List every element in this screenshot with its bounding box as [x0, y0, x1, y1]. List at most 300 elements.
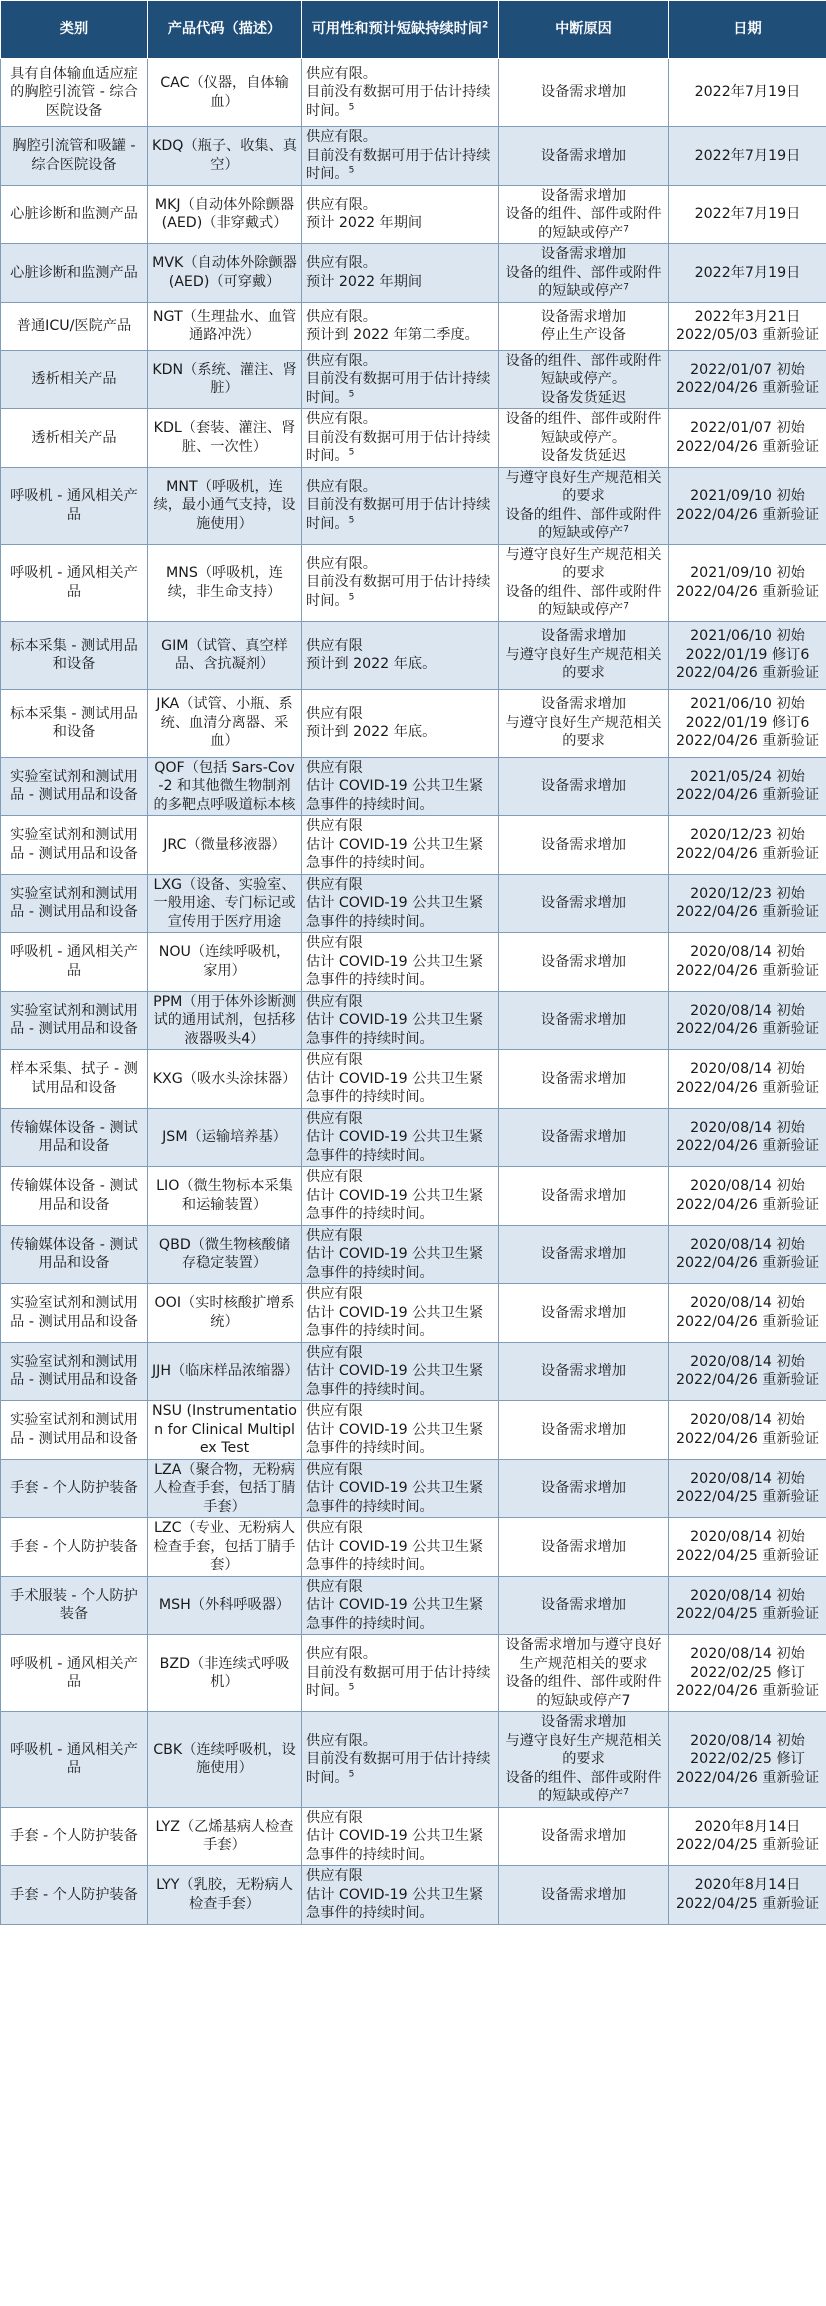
availability-cell	[302, 244, 499, 303]
date-cell-text: 2021/05/24 初始 2022/04/26 重新验证	[675, 768, 820, 804]
product-code-cell	[148, 1108, 302, 1167]
table-row	[1, 621, 826, 689]
date-cell-text: 2020/08/14 初始 2022/04/26 重新验证	[675, 944, 820, 979]
product-code-cell-text: LZA（聚合物，无粉病人检查手套，包括丁腈手套）	[153, 1461, 296, 1515]
header-availability-label: 可用性和预计短缺持续时间	[311, 21, 482, 38]
category-cell	[1, 689, 148, 757]
product-code-cell	[148, 933, 302, 992]
table-row	[1, 1342, 826, 1401]
category-cell	[1, 1225, 148, 1284]
table-row	[1, 991, 826, 1050]
availability-cell-text: 供应有限。 目前没有数据可用于估计持续时间。	[306, 1646, 491, 1700]
header-availability	[302, 1, 499, 59]
table-row	[1, 1576, 826, 1635]
category-cell-text: 传输媒体设备 - 测试用品和设备	[10, 1178, 138, 1213]
reason-cell-text: 设备需求增加	[540, 953, 627, 970]
product-code-cell-text: LIO（微生物标本采集和运输装置）	[156, 1178, 293, 1213]
table-row	[1, 933, 826, 992]
reason-cell-footnote: 7	[623, 601, 629, 612]
product-code-cell-text: KXG（吸水头涂抹器）	[152, 1070, 297, 1087]
category-cell-text: 呼吸机 - 通风相关产品	[10, 1655, 138, 1690]
reason-cell	[499, 127, 669, 186]
product-code-cell-text: QOF（包括 Sars-Cov-2 和其他微生物制剂的多靶点呼吸道标本核	[153, 759, 296, 813]
category-cell-text: 透析相关产品	[31, 371, 117, 387]
reason-cell-text: 设备需求增加 与遵守良好生产规范相关的要求 设备的组件、部件或附件的短缺或停产	[505, 1714, 662, 1804]
product-code-cell	[148, 874, 302, 933]
availability-cell-text: 供应有限 估计 COVID-19 公共卫生紧急事件的持续时间。	[306, 993, 484, 1047]
date-cell	[669, 1518, 826, 1577]
category-cell	[1, 244, 148, 303]
product-code-cell-text: GIM（试管、真空样品、含抗凝剂）	[161, 637, 288, 672]
availability-cell	[302, 874, 499, 933]
availability-cell-text: 供应有限。 预计到 2022 年第二季度。	[306, 308, 479, 343]
product-code-cell-text: JRC（微量移液器）	[163, 836, 286, 853]
date-cell	[669, 991, 826, 1050]
category-cell-text: 实验室试剂和测试用品 - 测试用品和设备	[10, 768, 138, 804]
category-cell-text: 手套 - 个人防护装备	[10, 1886, 138, 1903]
product-code-cell	[148, 409, 302, 468]
date-cell	[669, 1712, 826, 1808]
product-code-cell	[148, 1401, 302, 1460]
category-cell-text: 呼吸机 - 通风相关产品	[10, 565, 138, 600]
availability-cell	[302, 1108, 499, 1167]
table-row	[1, 1167, 826, 1226]
product-code-cell-text: CBK（连续呼吸机，设施使用）	[153, 1741, 296, 1777]
availability-cell-text: 供应有限 估计 COVID-19 公共卫生紧急事件的持续时间。	[306, 1169, 484, 1222]
reason-cell-text: 设备需求增加	[540, 1129, 627, 1145]
reason-cell	[499, 59, 669, 127]
date-cell-text: 2022年7月19日	[694, 264, 801, 281]
header-date: 日期	[669, 1, 826, 59]
reason-cell	[499, 1866, 669, 1925]
category-cell	[1, 1401, 148, 1460]
category-cell	[1, 933, 148, 992]
availability-cell-text: 供应有限 估计 COVID-19 公共卫生紧急事件的持续时间。	[306, 1520, 484, 1573]
date-cell-text: 2020/12/23 初始 2022/04/26 重新验证	[675, 885, 820, 921]
availability-cell	[302, 1342, 499, 1401]
date-cell-text: 2020年8月14日 2022/04/25 重新验证	[675, 1818, 820, 1854]
date-cell	[669, 933, 826, 992]
reason-cell-text: 设备需求增加	[540, 895, 627, 911]
category-cell	[1, 544, 148, 621]
table-row	[1, 1635, 826, 1712]
reason-cell-text: 设备需求增加	[540, 147, 627, 164]
reason-cell	[499, 1518, 669, 1577]
reason-cell-text: 设备需求增加 与遵守良好生产规范相关的要求	[505, 696, 662, 750]
product-code-cell	[148, 1576, 302, 1635]
date-cell-text: 2020/08/14 初始 2022/02/25 修订 2022/04/26 重新验证	[675, 1646, 820, 1700]
reason-cell-footnote: 7	[623, 1787, 629, 1798]
availability-cell	[302, 757, 499, 816]
date-cell	[669, 816, 826, 875]
category-cell-text: 呼吸机 - 通风相关产品	[10, 944, 138, 979]
date-cell	[669, 874, 826, 933]
availability-cell-text: 供应有限 估计 COVID-19 公共卫生紧急事件的持续时间。	[306, 759, 484, 813]
category-cell-text: 心脏诊断和监测产品	[10, 264, 138, 281]
availability-cell	[302, 1167, 499, 1226]
product-code-cell	[148, 621, 302, 689]
date-cell-text: 2020/08/14 初始 2022/04/26 重新验证	[675, 1412, 820, 1447]
reason-cell	[499, 1050, 669, 1109]
reason-cell-text: 设备需求增加	[540, 1070, 627, 1087]
table-row	[1, 1459, 826, 1518]
reason-cell	[499, 757, 669, 816]
category-cell	[1, 816, 148, 875]
reason-cell	[499, 816, 669, 875]
date-cell	[669, 244, 826, 303]
date-cell-text: 2020/08/14 初始 2022/04/26 重新验证	[675, 1295, 820, 1330]
reason-cell-footnote: 7	[623, 282, 629, 293]
date-cell-text: 2022/01/07 初始 2022/04/26 重新验证	[675, 361, 820, 397]
reason-cell-text: 设备需求增加	[540, 1597, 627, 1613]
availability-cell	[302, 1807, 499, 1866]
reason-cell-text: 设备需求增加	[540, 778, 627, 794]
date-cell-text: 2020/12/23 初始 2022/04/26 重新验证	[675, 827, 820, 862]
date-cell	[669, 59, 826, 127]
product-code-cell	[148, 1518, 302, 1577]
reason-cell-text: 设备需求增加	[540, 1886, 627, 1903]
header-category: 类别	[1, 1, 148, 59]
category-cell	[1, 874, 148, 933]
availability-cell-text: 供应有限 估计 COVID-19 公共卫生紧急事件的持续时间。	[306, 1344, 484, 1398]
product-code-cell-text: BZD（非连续式呼吸机）	[159, 1655, 290, 1690]
table-row	[1, 1284, 826, 1343]
date-cell	[669, 185, 826, 244]
reason-cell-text: 设备需求增加 与遵守良好生产规范相关的要求	[505, 628, 662, 682]
product-code-cell	[148, 1807, 302, 1866]
product-code-cell-text: LXG（设备、实验室、一般用途、专门标记或宣传用于医疗用途	[153, 876, 296, 930]
reason-cell	[499, 933, 669, 992]
category-cell	[1, 1807, 148, 1866]
reason-cell	[499, 302, 669, 350]
reason-cell	[499, 1459, 669, 1518]
date-cell	[669, 1576, 826, 1635]
availability-cell	[302, 544, 499, 621]
category-cell	[1, 185, 148, 244]
header-availability-footnote: 2	[482, 20, 489, 31]
product-code-cell-text: JSM（运输培养基）	[162, 1129, 287, 1145]
table-header	[1, 1, 826, 59]
product-code-cell-text: LYZ（乙烯基病人检查手套）	[155, 1818, 294, 1854]
product-code-cell	[148, 1050, 302, 1109]
product-code-cell-text: QBD（微生物核酸储存稳定装置）	[158, 1236, 291, 1272]
date-cell-text: 2021/09/10 初始 2022/04/26 重新验证	[675, 565, 820, 600]
availability-cell	[302, 1050, 499, 1109]
reason-cell	[499, 1167, 669, 1226]
category-cell	[1, 409, 148, 468]
product-code-cell	[148, 302, 302, 350]
product-code-cell-text: MNT（呼吸机，连续，最小通气支持，设施使用）	[153, 478, 296, 532]
availability-cell	[302, 1401, 499, 1460]
reason-cell	[499, 409, 669, 468]
date-cell-text: 2020年8月14日 2022/04/25 重新验证	[675, 1877, 820, 1912]
reason-cell-footnote: 7	[623, 223, 629, 234]
date-cell-text: 2020/08/14 初始 2022/04/26 重新验证	[675, 1178, 820, 1213]
date-cell	[669, 1401, 826, 1460]
category-cell	[1, 302, 148, 350]
product-code-cell-text: MNS（呼吸机，连续，非生命支持）	[166, 565, 283, 600]
product-code-cell-text: MVK（自动体外除颤器 (AED)（可穿戴）	[152, 255, 297, 290]
category-cell-text: 实验室试剂和测试用品 - 测试用品和设备	[10, 1412, 138, 1447]
product-code-cell	[148, 1225, 302, 1284]
availability-cell-text: 供应有限 估计 COVID-19 公共卫生紧急事件的持续时间。	[306, 1052, 484, 1105]
date-cell	[669, 1167, 826, 1226]
availability-cell-text: 供应有限。 目前没有数据可用于估计持续时间。	[306, 1732, 491, 1786]
table-row	[1, 757, 826, 816]
category-cell-text: 样本采集、拭子 - 测试用品和设备	[10, 1061, 138, 1096]
date-cell	[669, 1225, 826, 1284]
reason-cell-text: 设备需求增加	[540, 1538, 627, 1555]
category-cell-text: 普通ICU/医院产品	[16, 317, 132, 334]
availability-cell-text: 供应有限 估计 COVID-19 公共卫生紧急事件的持续时间。	[306, 1809, 484, 1863]
date-cell	[669, 409, 826, 468]
product-code-cell-text: CAC（仪器，自体输血）	[160, 75, 289, 110]
table-row	[1, 874, 826, 933]
category-cell	[1, 757, 148, 816]
date-cell-text: 2020/08/14 初始 2022/04/25 重新验证	[675, 1470, 820, 1506]
availability-cell-footnote: 5	[348, 515, 355, 526]
product-code-cell	[148, 1866, 302, 1925]
availability-cell-text: 供应有限 估计 COVID-19 公共卫生紧急事件的持续时间。	[306, 1286, 484, 1339]
category-cell	[1, 1108, 148, 1167]
date-cell-text: 2022年3月21日 2022/05/03 重新验证	[675, 308, 820, 343]
table-row	[1, 127, 826, 186]
date-cell-text: 2020/08/14 初始 2022/04/25 重新验证	[675, 1587, 820, 1623]
date-cell	[669, 544, 826, 621]
reason-cell	[499, 1635, 669, 1712]
table-row	[1, 185, 826, 244]
product-code-cell	[148, 185, 302, 244]
product-code-cell	[148, 59, 302, 127]
date-cell-text: 2020/08/14 初始 2022/04/26 重新验证	[675, 1061, 820, 1096]
availability-cell-text: 供应有限。 预计 2022 年期间	[306, 196, 423, 232]
table-row	[1, 59, 826, 127]
availability-cell-text: 供应有限。 目前没有数据可用于估计持续时间。	[306, 478, 491, 532]
availability-cell-text: 供应有限 估计 COVID-19 公共卫生紧急事件的持续时间。	[306, 935, 484, 988]
availability-cell	[302, 1518, 499, 1577]
reason-cell-text: 设备需求增加	[540, 1187, 627, 1204]
product-code-cell-text: KDL（套装、灌注、肾脏、一次性）	[153, 420, 296, 455]
reason-cell	[499, 544, 669, 621]
reason-cell	[499, 350, 669, 409]
product-code-cell-text: KDQ（瓶子、收集、真空）	[152, 138, 297, 173]
availability-cell-text: 供应有限 估计 COVID-19 公共卫生紧急事件的持续时间。	[306, 1868, 484, 1921]
reason-cell	[499, 689, 669, 757]
category-cell	[1, 1342, 148, 1401]
table-body	[1, 59, 826, 1925]
availability-cell-text: 供应有限 估计 COVID-19 公共卫生紧急事件的持续时间。	[306, 876, 484, 930]
reason-cell	[499, 1576, 669, 1635]
category-cell-text: 标本采集 - 测试用品和设备	[10, 705, 138, 740]
category-cell	[1, 1518, 148, 1577]
reason-cell-text: 设备需求增加与遵守良好生产规范相关的要求 设备的组件、部件或附件的短缺或停产7	[505, 1637, 662, 1709]
availability-cell-footnote: 5	[348, 1682, 355, 1693]
reason-cell-text: 设备需求增加	[540, 1421, 627, 1438]
table-row	[1, 816, 826, 875]
availability-cell	[302, 127, 499, 186]
date-cell-text: 2021/06/10 初始 2022/01/19 修订6 2022/04/26 重新验证	[675, 628, 820, 682]
reason-cell	[499, 1342, 669, 1401]
product-code-cell-text: LYY（乳胶，无粉病人检查手套）	[156, 1877, 293, 1912]
availability-cell	[302, 409, 499, 468]
date-cell	[669, 757, 826, 816]
availability-cell-text: 供应有限。 目前没有数据可用于估计持续时间。	[306, 65, 491, 119]
reason-cell-text: 设备需求增加	[540, 84, 627, 101]
header-product-code: 产品代码（描述）	[148, 1, 302, 59]
category-cell-text: 呼吸机 - 通风相关产品	[10, 1741, 138, 1777]
date-cell-text: 2022/01/07 初始 2022/04/26 重新验证	[675, 420, 820, 455]
availability-cell	[302, 185, 499, 244]
category-cell-text: 实验室试剂和测试用品 - 测试用品和设备	[10, 885, 138, 921]
reason-cell-text: 设备需求增加	[540, 1363, 627, 1379]
date-cell	[669, 1108, 826, 1167]
category-cell-text: 实验室试剂和测试用品 - 测试用品和设备	[10, 1295, 138, 1330]
availability-cell	[302, 621, 499, 689]
category-cell	[1, 59, 148, 127]
product-code-cell	[148, 544, 302, 621]
category-cell-text: 手套 - 个人防护装备	[10, 1828, 138, 1844]
product-code-cell	[148, 1342, 302, 1401]
category-cell-text: 传输媒体设备 - 测试用品和设备	[10, 1119, 138, 1155]
reason-cell-text: 设备需求增加 设备的组件、部件或附件的短缺或停产	[505, 187, 662, 241]
product-code-cell-text: JKA（试管、小瓶、系统、血清分离器、采血）	[156, 696, 293, 750]
date-cell	[669, 127, 826, 186]
product-code-cell	[148, 757, 302, 816]
date-cell	[669, 467, 826, 544]
reason-cell-text: 设备需求增加	[540, 1828, 627, 1844]
date-cell	[669, 302, 826, 350]
availability-cell	[302, 59, 499, 127]
reason-cell	[499, 1401, 669, 1460]
product-code-cell	[148, 350, 302, 409]
availability-cell-text: 供应有限 估计 COVID-19 公共卫生紧急事件的持续时间。	[306, 1403, 484, 1456]
date-cell	[669, 1866, 826, 1925]
reason-cell	[499, 185, 669, 244]
availability-cell-text: 供应有限。 目前没有数据可用于估计持续时间。	[306, 411, 491, 464]
table-row	[1, 409, 826, 468]
availability-cell	[302, 467, 499, 544]
table-row	[1, 1225, 826, 1284]
reason-cell-text: 设备需求增加	[540, 1246, 627, 1262]
product-code-cell	[148, 127, 302, 186]
reason-cell-text: 设备需求增加	[540, 1012, 627, 1028]
product-code-cell-text: MSH（外科呼吸器）	[158, 1597, 291, 1613]
reason-cell-text: 设备需求增加	[540, 1480, 627, 1496]
category-cell	[1, 1459, 148, 1518]
date-cell	[669, 1807, 826, 1866]
category-cell	[1, 1050, 148, 1109]
product-code-cell	[148, 991, 302, 1050]
availability-cell-footnote: 5	[348, 447, 355, 458]
table-row	[1, 689, 826, 757]
product-code-cell	[148, 1459, 302, 1518]
table-row	[1, 1401, 826, 1460]
date-cell	[669, 1635, 826, 1712]
product-code-cell-text: OOI（实时核酸扩增系统）	[154, 1295, 295, 1330]
date-cell	[669, 621, 826, 689]
date-cell-text: 2022年7月19日	[694, 147, 801, 164]
reason-cell-footnote: 7	[623, 524, 629, 535]
availability-cell-text: 供应有限。 目前没有数据可用于估计持续时间。	[306, 352, 491, 406]
date-cell-text: 2020/08/14 初始 2022/04/26 重新验证	[675, 1119, 820, 1155]
table-row	[1, 544, 826, 621]
product-code-cell	[148, 1712, 302, 1808]
table-row	[1, 1712, 826, 1808]
reason-cell	[499, 1108, 669, 1167]
product-code-cell-text: KDN（系统、灌注、肾脏）	[152, 361, 297, 397]
product-code-cell	[148, 467, 302, 544]
availability-cell-footnote: 5	[348, 1768, 355, 1779]
date-cell	[669, 1342, 826, 1401]
table-row	[1, 1050, 826, 1109]
availability-cell	[302, 689, 499, 757]
date-cell-text: 2021/09/10 初始 2022/04/26 重新验证	[675, 488, 820, 523]
category-cell-text: 手术服装 - 个人防护装备	[10, 1587, 138, 1623]
reason-cell-text: 设备需求增加	[540, 1304, 627, 1321]
reason-cell-text: 设备的组件、部件或附件短缺或停产。 设备发货延迟	[505, 352, 662, 406]
category-cell	[1, 1284, 148, 1343]
product-code-cell	[148, 1635, 302, 1712]
availability-cell-footnote: 5	[348, 165, 355, 176]
category-cell-text: 呼吸机 - 通风相关产品	[10, 488, 138, 523]
reason-cell-text: 设备需求增加 停止生产设备	[540, 308, 627, 343]
header-reason: 中断原因	[499, 1, 669, 59]
reason-cell-text: 与遵守良好生产规范相关的要求 设备的组件、部件或附件的短缺或停产	[505, 546, 662, 618]
table-row	[1, 1807, 826, 1866]
table-row	[1, 302, 826, 350]
category-cell-text: 实验室试剂和测试用品 - 测试用品和设备	[10, 1353, 138, 1389]
category-cell-text: 手套 - 个人防护装备	[10, 1538, 138, 1555]
category-cell-text: 实验室试剂和测试用品 - 测试用品和设备	[10, 827, 138, 862]
date-cell-text: 2020/08/14 初始 2022/04/26 重新验证	[675, 1236, 820, 1272]
reason-cell	[499, 1225, 669, 1284]
table-row	[1, 244, 826, 303]
availability-cell-text: 供应有限 估计 COVID-19 公共卫生紧急事件的持续时间。	[306, 1461, 484, 1515]
reason-cell-text: 设备的组件、部件或附件短缺或停产。 设备发货延迟	[505, 411, 662, 464]
category-cell-text: 胸腔引流管和吸罐 - 综合医院设备	[12, 138, 136, 173]
date-cell-text: 2020/08/14 初始 2022/04/25 重新验证	[675, 1529, 820, 1564]
table-row	[1, 467, 826, 544]
availability-cell	[302, 991, 499, 1050]
availability-cell	[302, 1225, 499, 1284]
reason-cell	[499, 621, 669, 689]
availability-cell	[302, 1635, 499, 1712]
availability-cell-text: 供应有限 估计 COVID-19 公共卫生紧急事件的持续时间。	[306, 1110, 484, 1164]
date-cell	[669, 1459, 826, 1518]
category-cell-text: 实验室试剂和测试用品 - 测试用品和设备	[10, 1002, 138, 1038]
availability-cell	[302, 933, 499, 992]
reason-cell-text: 设备需求增加	[540, 836, 627, 853]
availability-cell-text: 供应有限 估计 COVID-19 公共卫生紧急事件的持续时间。	[306, 1227, 484, 1281]
product-code-cell-text: MKJ（自动体外除颤器 (AED)（非穿戴式）	[154, 196, 295, 232]
table-row	[1, 1866, 826, 1925]
product-code-cell	[148, 816, 302, 875]
category-cell-text: 标本采集 - 测试用品和设备	[10, 637, 138, 672]
date-cell-text: 2020/08/14 初始 2022/04/26 重新验证	[675, 1353, 820, 1389]
category-cell-text: 心脏诊断和监测产品	[10, 206, 138, 222]
reason-cell	[499, 1807, 669, 1866]
date-cell-text: 2022年7月19日	[694, 84, 801, 101]
product-code-cell-text: NOU（连续呼吸机，家用）	[158, 944, 291, 979]
product-code-cell	[148, 244, 302, 303]
header-row	[1, 1, 826, 59]
reason-cell	[499, 1712, 669, 1808]
reason-cell	[499, 991, 669, 1050]
date-cell-text: 2021/06/10 初始 2022/01/19 修订6 2022/04/26 重新验证	[675, 696, 820, 750]
availability-cell	[302, 302, 499, 350]
availability-cell	[302, 1459, 499, 1518]
product-code-cell-text: PPM（用于体外诊断测试的通用试剂，包括移液器吸头4）	[153, 993, 296, 1047]
